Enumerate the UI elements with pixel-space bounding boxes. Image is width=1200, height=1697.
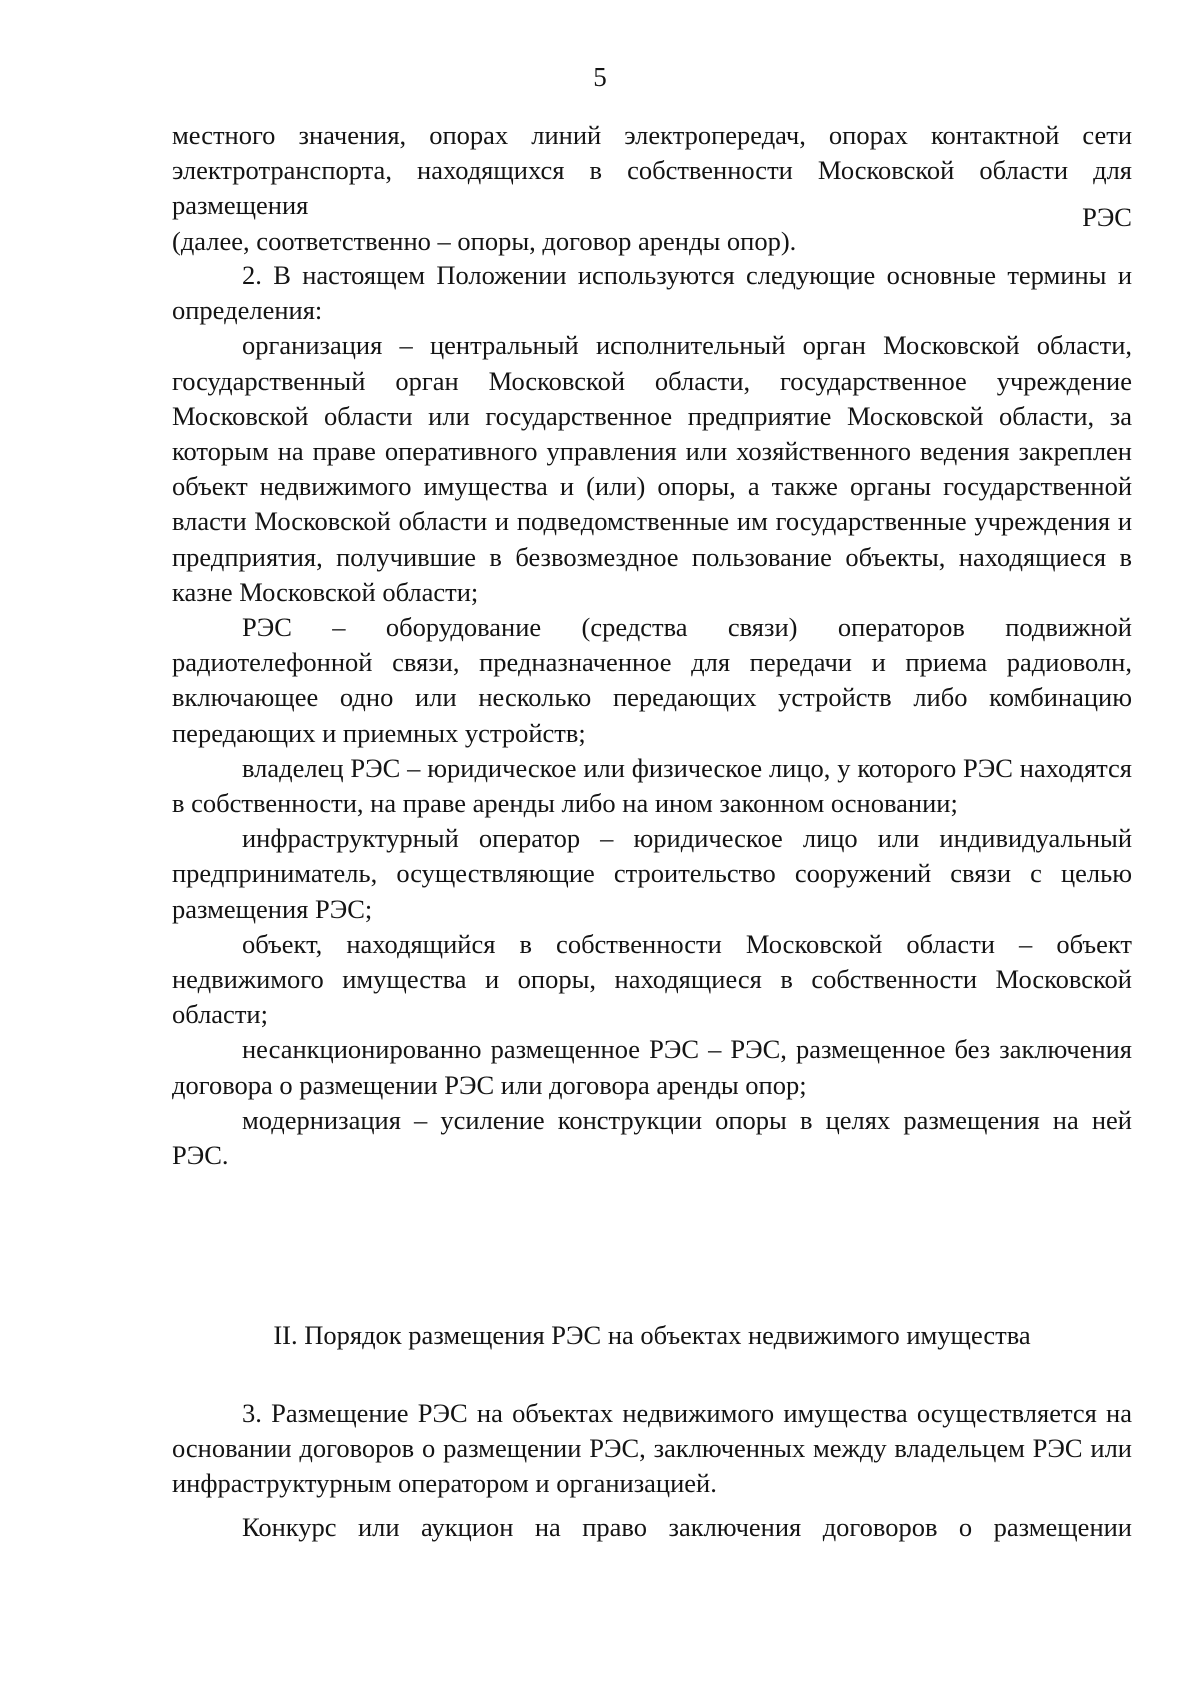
paragraph-res: РЭС – оборудование (средства связи) операторов подвижной радиотелефонной связи, предназначенное для передачи и приема радиоволн, включающее одно или несколько передающих устройств либо комбинацию передающих и приемных устройств; — [172, 612, 1132, 748]
paragraph-terms-intro: 2. В настоящем Положении используются следующие основные термины и определения: — [172, 260, 1132, 326]
intro-line-4: (далее, соответственно – опоры, договор аренды опор). — [172, 225, 797, 256]
paragraph-modernization: модернизация – усиление конструкции опоры в целях размещения на ней РЭС. — [172, 1104, 1132, 1171]
intro-line-2: электротранспорта, находящихся в собственности Московской области для — [172, 155, 1132, 186]
intro-line-3-right: РЭС — [1082, 202, 1132, 233]
paragraph-3: 3. Размещение РЭС на объектах недвижимого имущества осуществляется на основании договоров о размещении РЭС, заключенных между владельцем РЭС или инфраструктурным оператором и организацией. — [172, 1398, 1132, 1499]
paragraph-contest: Конкурс или аукцион на право заключения договоров о размещении — [242, 1511, 1132, 1542]
intro-line-3-left: размещения — [172, 190, 309, 221]
intro-block — [172, 118, 1132, 259]
section-heading: II. Порядок размещения РЭС на объектах недвижимого имущества — [273, 1320, 1031, 1350]
intro-line-1: местного значения, опорах линий электропередач, опорах контактной сети — [172, 120, 1132, 150]
section-block — [172, 1396, 1132, 1545]
paragraph-res-owner: владелец РЭС – юридическое или физическое лицо, у которого РЭС находятся в собственности, на праве аренды либо на ином законном основании; — [172, 752, 1132, 819]
paragraph-infrastructure-operator: инфраструктурный оператор – юридическое лицо или индивидуальный предприниматель, осуществляющие строительство сооружений связи с целью размещения РЭС; — [172, 823, 1132, 924]
page-number: 5 — [593, 62, 607, 92]
paragraph-object: объект, находящийся в собственности Московской области – объект недвижимого имущества и опоры, находящиеся в собственности Московской области; — [172, 928, 1132, 1030]
paragraph-unauthorized-res: несанкционированно размещенное РЭС – РЭС, размещенное без заключения договора о размещении РЭС или договора аренды опор; — [172, 1034, 1132, 1100]
intro-line-3 — [172, 188, 1132, 233]
definitions-block — [172, 258, 1132, 1173]
paragraph-organization: организация – центральный исполнительный орган Московской области, государственный орган Московской области, государственное учреждение Московской области или государственное предприятие Московской области, за которым на праве оперативного управления или хозяйственного ведения закреплен объект недвижимого имущества и (или) опоры, а также органы государственной власти Московской области и подведомственные им государственные учреждения и предприятия, получившие в безвозмездное пользование объекты, находящиеся в казне Московской области; — [172, 330, 1132, 607]
